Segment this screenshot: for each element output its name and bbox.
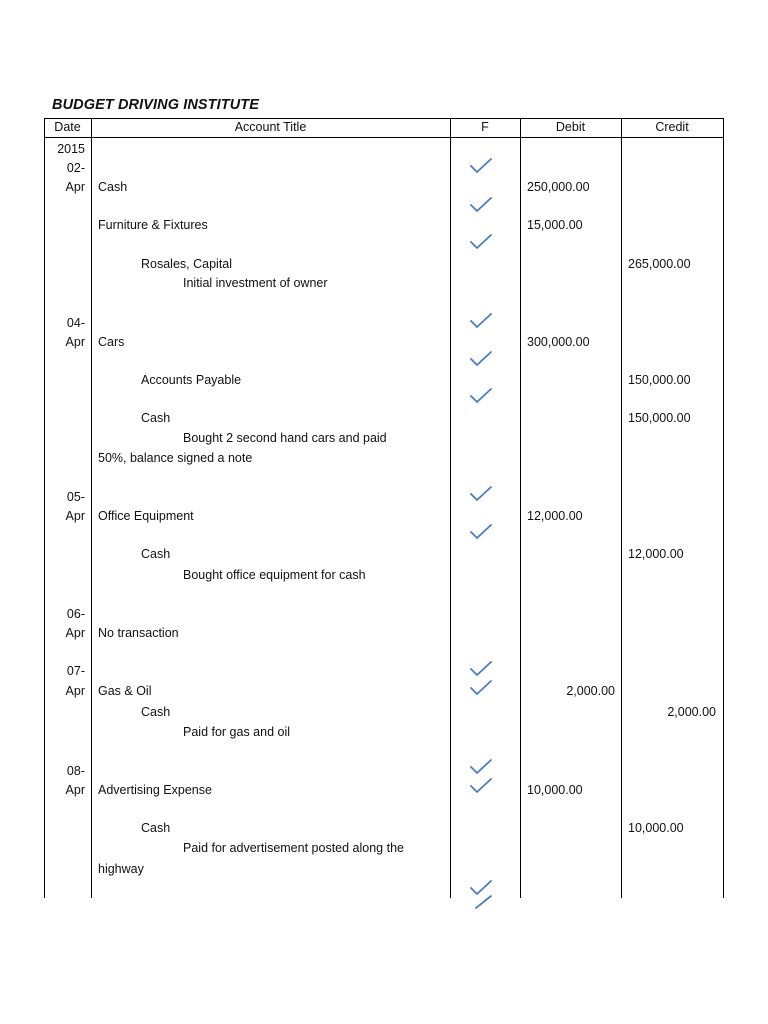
account-debit: Advertising Expense bbox=[98, 783, 212, 797]
checkmark-icon bbox=[470, 158, 492, 174]
checkmark-icon bbox=[470, 388, 492, 404]
entry-date-month: Apr bbox=[65, 335, 85, 349]
checkmark-icon bbox=[470, 778, 492, 794]
account-debit: Office Equipment bbox=[98, 509, 194, 523]
entry-date-day: 05- bbox=[66, 490, 85, 504]
debit-amount: 10,000.00 bbox=[527, 783, 583, 797]
entry-date-day: 06- bbox=[66, 607, 85, 621]
credit-amount: 12,000.00 bbox=[628, 547, 684, 561]
entry-memo: Paid for gas and oil bbox=[183, 725, 291, 739]
entry-memo: Paid for advertisement posted along the bbox=[183, 841, 404, 855]
column-header-date: Date bbox=[54, 120, 81, 134]
entry-memo: Initial investment of owner bbox=[183, 276, 328, 290]
entry-memo: Bought 2 second hand cars and paid bbox=[183, 431, 387, 445]
entry-date-month: Apr bbox=[65, 626, 85, 640]
checkmark-icon bbox=[470, 661, 492, 677]
debit-amount: 300,000.00 bbox=[527, 335, 590, 349]
entry-date-month: Apr bbox=[65, 509, 85, 523]
entry-memo: 50%, balance signed a note bbox=[98, 451, 253, 465]
entry-date-month: Apr bbox=[65, 684, 85, 698]
debit-amount: 12,000.00 bbox=[527, 509, 583, 523]
account-note: No transaction bbox=[98, 626, 179, 640]
credit-amount: 150,000.00 bbox=[628, 373, 691, 387]
column-header-account-title: Account Title bbox=[234, 120, 307, 134]
account-debit: Cars bbox=[98, 335, 125, 349]
column-header-debit: Debit bbox=[555, 120, 586, 134]
debit-amount: 250,000.00 bbox=[527, 180, 590, 194]
checkmark-icon bbox=[470, 759, 492, 775]
column-header-credit: Credit bbox=[655, 120, 689, 134]
debit-amount: 15,000.00 bbox=[527, 218, 583, 232]
account-credit: Cash bbox=[141, 705, 171, 719]
checkmark-partial-icon bbox=[474, 894, 496, 910]
account-credit: Rosales, Capital bbox=[141, 257, 233, 271]
entry-date-month: Apr bbox=[65, 180, 85, 194]
entry-date-day: 08- bbox=[66, 764, 85, 778]
entry-date-day: 04- bbox=[66, 316, 85, 330]
account-credit: Cash bbox=[141, 821, 171, 835]
checkmark-icon bbox=[470, 680, 492, 696]
credit-amount: 265,000.00 bbox=[628, 257, 691, 271]
account-credit: Accounts Payable bbox=[141, 373, 242, 387]
entry-date-day: 07- bbox=[66, 664, 85, 678]
checkmark-icon bbox=[470, 351, 492, 367]
entry-date-day: 02- bbox=[66, 161, 85, 175]
credit-amount: 10,000.00 bbox=[628, 821, 684, 835]
entry-memo: Bought office equipment for cash bbox=[183, 568, 366, 582]
column-header-f: F bbox=[481, 120, 489, 134]
account-debit: Cash bbox=[98, 180, 128, 194]
entry-date-month: Apr bbox=[65, 783, 85, 797]
debit-amount: 2,000.00 bbox=[566, 684, 615, 698]
checkmark-icon bbox=[470, 234, 492, 250]
checkmark-icon bbox=[470, 197, 492, 213]
checkmark-icon bbox=[470, 313, 492, 329]
account-debit: Furniture & Fixtures bbox=[98, 218, 208, 232]
date-year: 2015 bbox=[57, 142, 85, 156]
account-credit: Cash bbox=[141, 547, 171, 561]
credit-amount: 2,000.00 bbox=[667, 705, 716, 719]
credit-amount: 150,000.00 bbox=[628, 411, 691, 425]
entry-memo: highway bbox=[98, 862, 144, 876]
checkmark-icon bbox=[470, 524, 492, 540]
account-credit: Cash bbox=[141, 411, 171, 425]
page-title: BUDGET DRIVING INSTITUTE bbox=[52, 97, 260, 113]
account-debit: Gas & Oil bbox=[98, 684, 152, 698]
checkmark-icon bbox=[470, 486, 492, 502]
